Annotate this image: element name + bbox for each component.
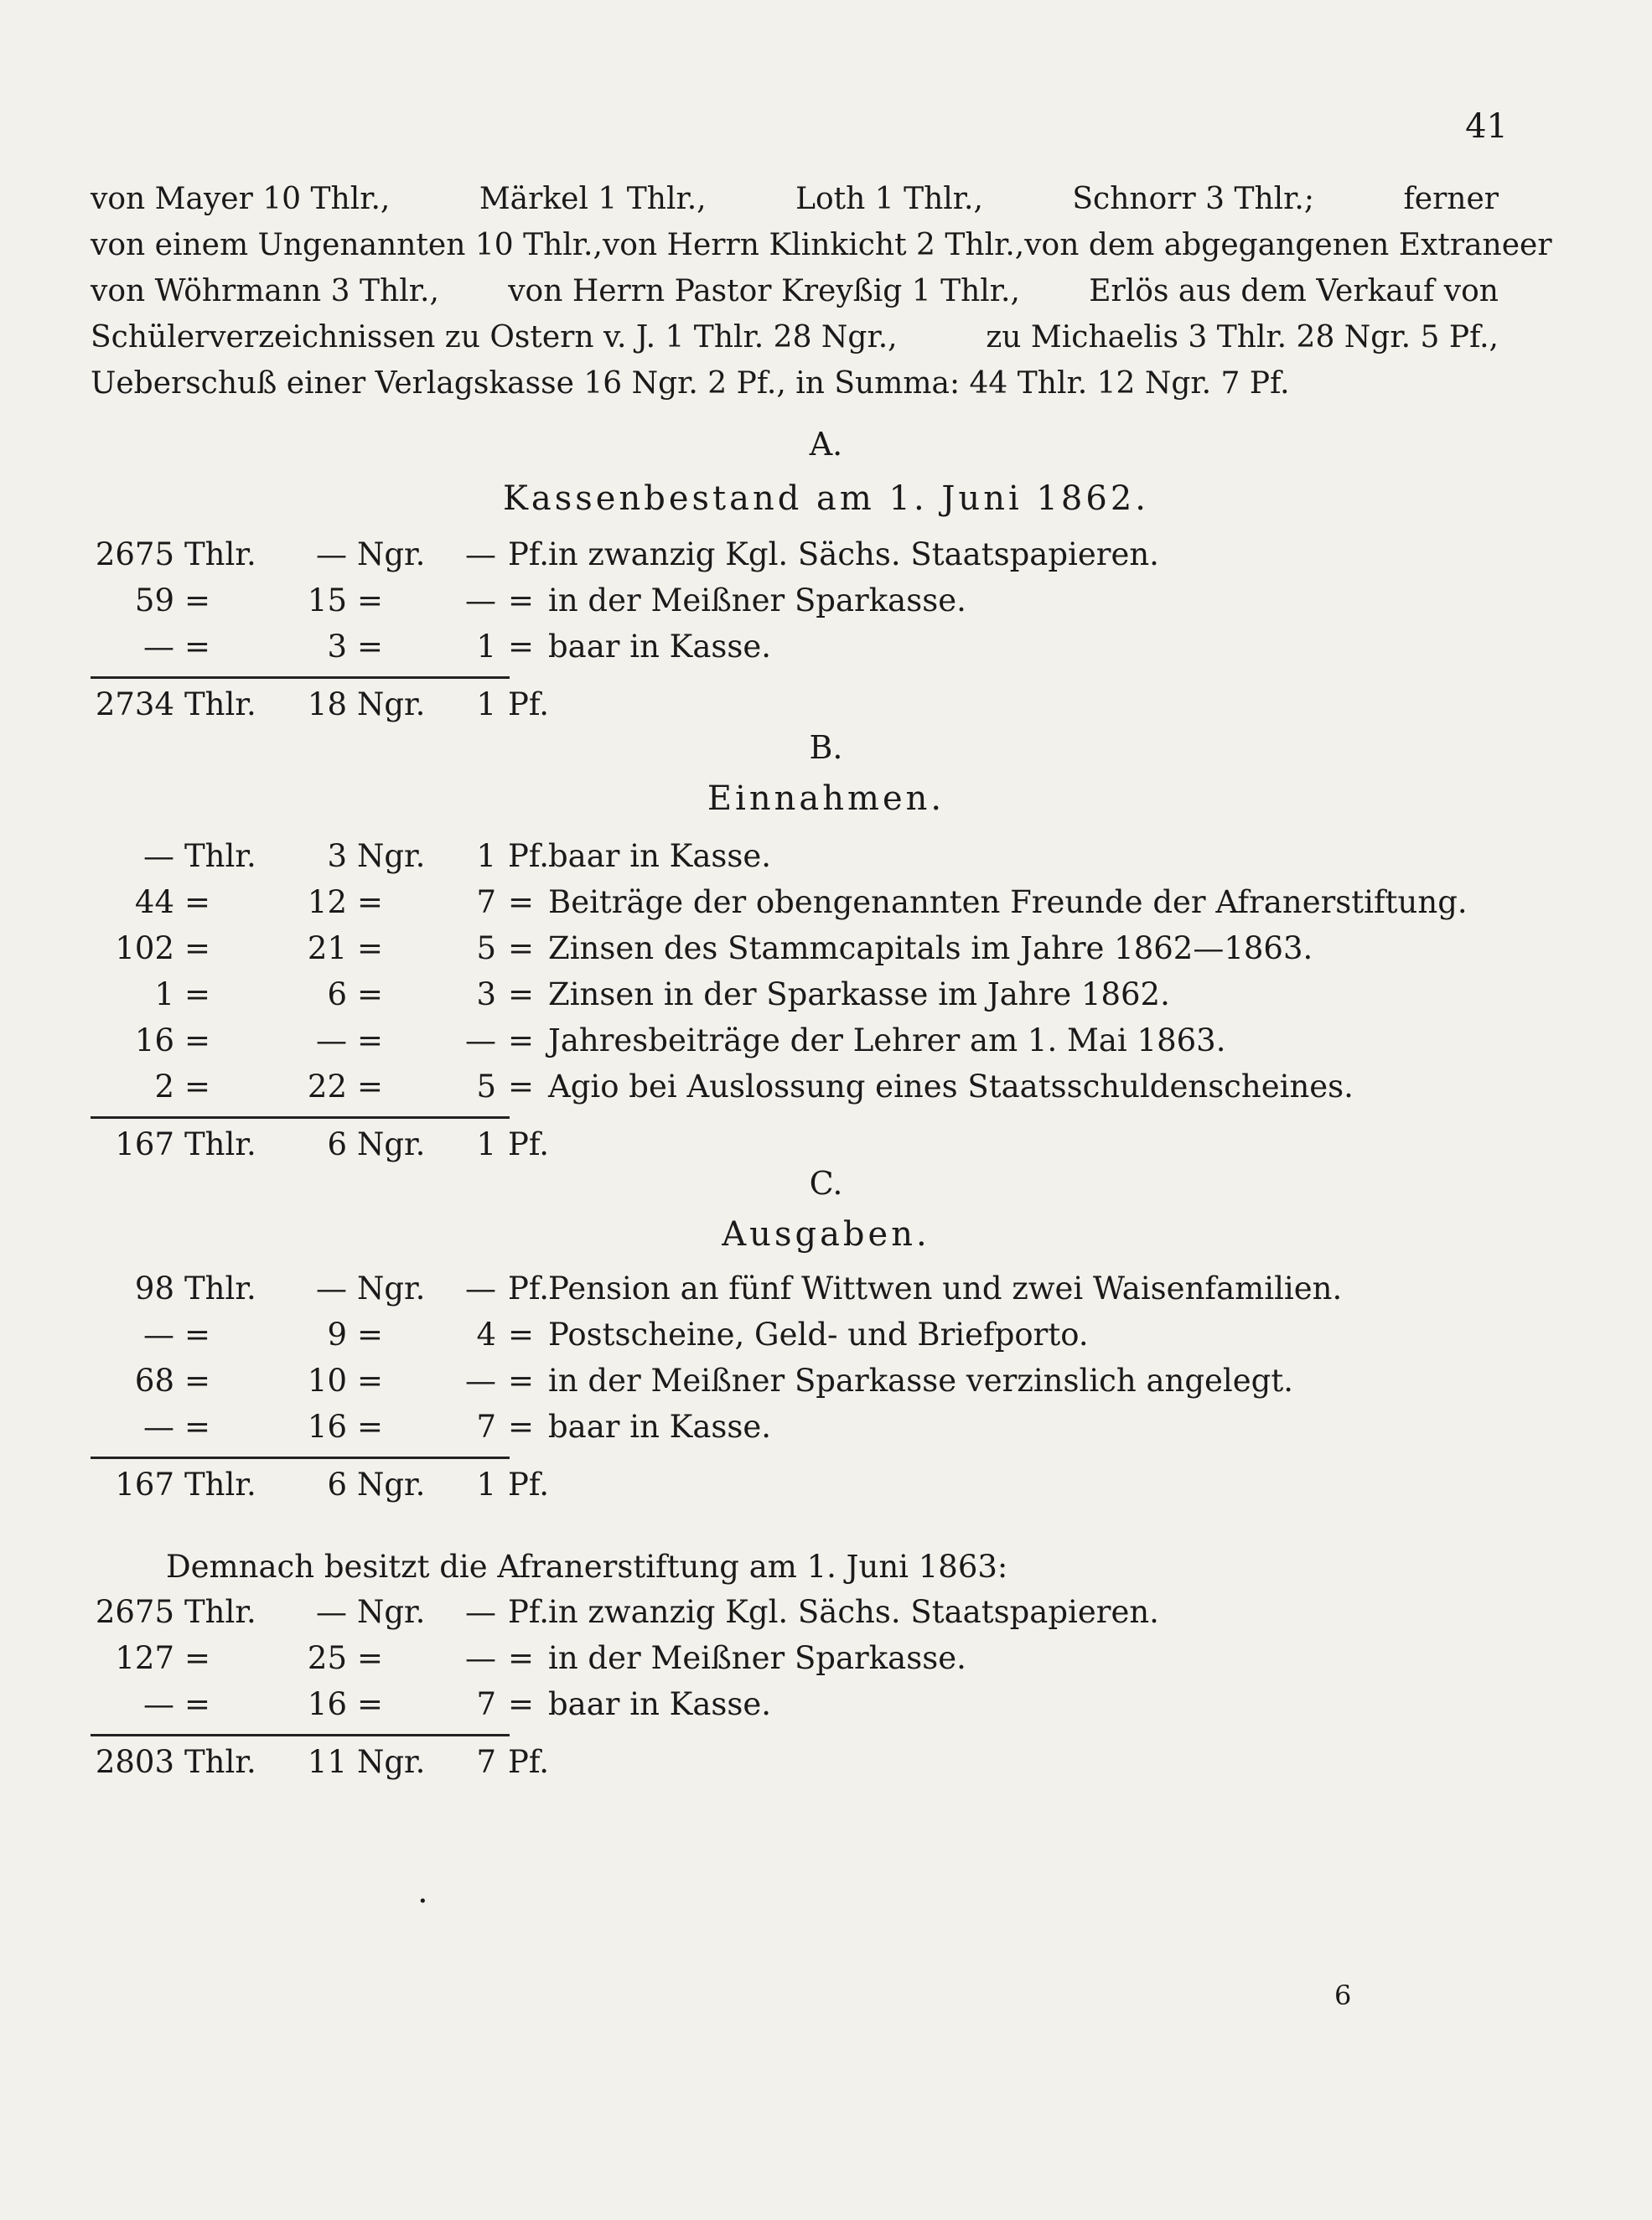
ledger-row xyxy=(91,629,1432,675)
cell-au: = xyxy=(184,582,211,618)
cell-cu: = xyxy=(508,976,535,1012)
cell-c: 1 xyxy=(476,686,496,722)
cell-a: 167 xyxy=(115,1126,174,1162)
cell-a: — xyxy=(143,1686,174,1722)
cell-b: 9 xyxy=(327,1317,347,1353)
cell-bu: Ngr. xyxy=(357,536,426,572)
intro-line xyxy=(91,360,1499,406)
cell-b: 3 xyxy=(327,838,347,874)
intro-line xyxy=(91,314,1499,360)
cell-bu: Ngr. xyxy=(357,686,426,722)
cell-cu: Pf. xyxy=(508,1467,550,1503)
cell-bu: = xyxy=(357,1022,384,1058)
ledger-row xyxy=(91,1270,1432,1317)
cell-bu: = xyxy=(357,582,384,618)
cell-cu: Pf. xyxy=(508,536,550,572)
intro-fragment: von Wöhrmann 3 Thlr., xyxy=(91,274,439,308)
cell-c: 1 xyxy=(476,838,496,874)
cell-au: Thlr. xyxy=(184,1744,256,1780)
cell-desc: in der Meißner Sparkasse verzinslich angelegt. xyxy=(548,1363,1293,1399)
cell-cu: Pf. xyxy=(508,1744,550,1780)
intro-fragment: von Herrn Klinkicht 2 Thlr., xyxy=(602,228,1025,262)
cell-au: Thlr. xyxy=(184,838,256,874)
cell-a: — xyxy=(143,629,174,665)
cell-bu: Ngr. xyxy=(357,1126,426,1162)
sum-rule xyxy=(91,1457,510,1459)
intro-line xyxy=(91,176,1499,222)
ledger-row xyxy=(91,1069,1432,1115)
cell-c: — xyxy=(465,582,496,618)
ledger-row xyxy=(91,1363,1432,1410)
cell-c: 5 xyxy=(476,1069,496,1105)
cell-b: 16 xyxy=(307,1409,347,1445)
cell-b: 11 xyxy=(307,1744,347,1780)
cell-desc: Postscheine, Geld- und Briefporto. xyxy=(548,1317,1089,1353)
holdings-intro: Demnach besitzt die Afranerstiftung am 1. Juni 1863: xyxy=(166,1549,1008,1585)
intro-fragment: von Herrn Pastor Kreyßig 1 Thlr., xyxy=(508,274,1020,308)
cell-desc: in zwanzig Kgl. Sächs. Staatspapieren. xyxy=(548,536,1159,572)
cell-b: 6 xyxy=(327,1126,347,1162)
cell-bu: Ngr. xyxy=(357,1270,426,1307)
cell-c: 7 xyxy=(476,884,496,920)
cell-cu: Pf. xyxy=(508,686,550,722)
cell-cu: Pf. xyxy=(508,1126,550,1162)
signature-mark: 6 xyxy=(1334,1979,1352,2011)
cell-bu: = xyxy=(357,884,384,920)
cell-b: 18 xyxy=(307,686,347,722)
ledger-row xyxy=(91,536,1432,583)
intro-fragment: Loth 1 Thlr., xyxy=(795,182,983,216)
cell-a: 68 xyxy=(134,1363,174,1399)
cell-c: 7 xyxy=(476,1744,496,1780)
cell-c: 1 xyxy=(476,1467,496,1503)
cell-au: = xyxy=(184,629,211,665)
cell-b: 6 xyxy=(327,1467,347,1503)
cell-bu: = xyxy=(357,1409,384,1445)
cell-b: — xyxy=(316,536,347,572)
cell-b: 10 xyxy=(307,1363,347,1399)
cell-cu: = xyxy=(508,582,535,618)
cell-c: 5 xyxy=(476,930,496,966)
cell-cu: = xyxy=(508,884,535,920)
sum-rule xyxy=(91,676,510,679)
intro-fragment: Schnorr 3 Thlr.; xyxy=(1072,182,1314,216)
cell-a: 44 xyxy=(134,884,174,920)
cell-c: 1 xyxy=(476,1126,496,1162)
cell-cu: = xyxy=(508,930,535,966)
intro-line xyxy=(91,222,1552,268)
cell-au: = xyxy=(184,884,211,920)
cell-au: = xyxy=(184,1409,211,1445)
cell-bu: Ngr. xyxy=(357,1467,426,1503)
cell-a: 127 xyxy=(115,1640,174,1676)
section-a-letter: A. xyxy=(809,426,843,463)
cell-a: 2675 xyxy=(95,536,174,572)
intro-line xyxy=(91,268,1499,314)
cell-c: 1 xyxy=(476,629,496,665)
cell-au: = xyxy=(184,1317,211,1353)
cell-desc: Zinsen in der Sparkasse im Jahre 1862. xyxy=(548,976,1170,1012)
sum-rule xyxy=(91,1116,510,1119)
ledger-row xyxy=(91,838,1432,885)
section-b-title: Einnahmen. xyxy=(707,779,945,818)
cell-cu: Pf. xyxy=(508,1594,550,1630)
cell-desc: Beiträge der obengenannten Freunde der Afranerstiftung. xyxy=(548,884,1468,920)
cell-bu: Ngr. xyxy=(357,838,426,874)
cell-au: = xyxy=(184,976,211,1012)
section-b-letter: B. xyxy=(809,729,843,766)
cell-bu: = xyxy=(357,1640,384,1676)
cell-cu: = xyxy=(508,1022,535,1058)
cell-desc: Pension an fünf Wittwen und zwei Waisenfamilien. xyxy=(548,1270,1343,1307)
section-c-letter: C. xyxy=(809,1165,843,1202)
cell-b: 16 xyxy=(307,1686,347,1722)
intro-fragment: Ueberschuß einer Verlagskasse 16 Ngr. 2 Pf., in Summa: 44 Thlr. 12 Ngr. 7 Pf. xyxy=(91,366,1290,401)
trailing-dot: · xyxy=(417,1882,428,1921)
cell-desc: baar in Kasse. xyxy=(548,838,772,874)
cell-bu: = xyxy=(357,1317,384,1353)
cell-c: — xyxy=(465,1270,496,1307)
cell-a: 59 xyxy=(134,582,174,618)
cell-b: 25 xyxy=(307,1640,347,1676)
cell-c: 3 xyxy=(476,976,496,1012)
cell-desc: Agio bei Auslossung eines Staatsschuldenscheines. xyxy=(548,1069,1354,1105)
cell-au: = xyxy=(184,1069,211,1105)
cell-a: 2675 xyxy=(95,1594,174,1630)
sum-rule xyxy=(91,1734,510,1736)
ledger-row xyxy=(91,582,1432,629)
intro-fragment: von Mayer 10 Thlr., xyxy=(91,182,391,216)
cell-au: Thlr. xyxy=(184,1594,256,1630)
cell-cu: = xyxy=(508,1640,535,1676)
cell-cu: = xyxy=(508,1317,535,1353)
ledger-row xyxy=(91,1594,1432,1641)
cell-bu: = xyxy=(357,1069,384,1105)
cell-bu: = xyxy=(357,976,384,1012)
cell-desc: baar in Kasse. xyxy=(548,1686,772,1722)
cell-au: Thlr. xyxy=(184,536,256,572)
intro-fragment: Schülerverzeichnissen zu Ostern v. J. 1 Thlr. 28 Ngr., xyxy=(91,320,898,354)
cell-bu: Ngr. xyxy=(357,1594,426,1630)
cell-cu: Pf. xyxy=(508,1270,550,1307)
cell-a: 2803 xyxy=(95,1744,174,1780)
ledger-row xyxy=(91,930,1432,977)
cell-b: 6 xyxy=(327,976,347,1012)
cell-c: 4 xyxy=(476,1317,496,1353)
cell-au: Thlr. xyxy=(184,686,256,722)
intro-fragment: ferner xyxy=(1403,182,1499,216)
cell-a: 102 xyxy=(115,930,174,966)
ledger-total-row xyxy=(91,1744,1432,1791)
cell-c: — xyxy=(465,1022,496,1058)
cell-a: 98 xyxy=(134,1270,174,1307)
cell-b: 15 xyxy=(307,582,347,618)
cell-bu: = xyxy=(357,1363,384,1399)
ledger-row xyxy=(91,884,1468,931)
cell-a: 2 xyxy=(154,1069,174,1105)
cell-c: — xyxy=(465,536,496,572)
intro-fragment: Märkel 1 Thlr., xyxy=(479,182,707,216)
cell-b: — xyxy=(316,1594,347,1630)
cell-c: — xyxy=(465,1640,496,1676)
cell-cu: = xyxy=(508,629,535,665)
cell-b: 22 xyxy=(307,1069,347,1105)
cell-bu: = xyxy=(357,1686,384,1722)
ledger-row xyxy=(91,1317,1432,1364)
ledger-row xyxy=(91,1022,1432,1069)
page-number: 41 xyxy=(1465,107,1508,146)
section-a-title: Kassenbestand am 1. Juni 1862. xyxy=(503,479,1149,518)
cell-c: — xyxy=(465,1363,496,1399)
cell-desc: Jahresbeiträge der Lehrer am 1. Mai 1863. xyxy=(548,1022,1226,1058)
ledger-total-row xyxy=(91,686,1432,733)
cell-au: Thlr. xyxy=(184,1467,256,1503)
cell-a: 1 xyxy=(154,976,174,1012)
cell-a: — xyxy=(143,1317,174,1353)
cell-a: 2734 xyxy=(95,686,174,722)
cell-a: 167 xyxy=(115,1467,174,1503)
intro-fragment: Erlös aus dem Verkauf von xyxy=(1089,274,1499,308)
cell-au: Thlr. xyxy=(184,1126,256,1162)
cell-au: Thlr. xyxy=(184,1270,256,1307)
cell-bu: Ngr. xyxy=(357,1744,426,1780)
cell-au: = xyxy=(184,1640,211,1676)
cell-desc: baar in Kasse. xyxy=(548,629,772,665)
cell-b: — xyxy=(316,1270,347,1307)
cell-c: 7 xyxy=(476,1409,496,1445)
cell-cu: = xyxy=(508,1069,535,1105)
section-c-title: Ausgaben. xyxy=(722,1215,930,1254)
ledger-total-row xyxy=(91,1467,1432,1514)
cell-bu: = xyxy=(357,930,384,966)
ledger-row xyxy=(91,1409,1432,1456)
cell-desc: Zinsen des Stammcapitals im Jahre 1862—1863. xyxy=(548,930,1313,966)
intro-fragment: von einem Ungenannten 10 Thlr., xyxy=(91,228,603,262)
cell-cu: = xyxy=(508,1409,535,1445)
cell-a: 16 xyxy=(134,1022,174,1058)
cell-au: = xyxy=(184,1686,211,1722)
cell-cu: Pf. xyxy=(508,838,550,874)
cell-b: 3 xyxy=(327,629,347,665)
ledger-row xyxy=(91,1640,1432,1687)
cell-au: = xyxy=(184,930,211,966)
cell-bu: = xyxy=(357,629,384,665)
cell-b: 21 xyxy=(307,930,347,966)
cell-desc: in zwanzig Kgl. Sächs. Staatspapieren. xyxy=(548,1594,1159,1630)
ledger-row xyxy=(91,1686,1432,1733)
cell-desc: in der Meißner Sparkasse. xyxy=(548,582,966,618)
cell-desc: baar in Kasse. xyxy=(548,1409,772,1445)
cell-b: 12 xyxy=(307,884,347,920)
intro-fragment: zu Michaelis 3 Thlr. 28 Ngr. 5 Pf., xyxy=(986,320,1499,354)
cell-au: = xyxy=(184,1363,211,1399)
cell-cu: = xyxy=(508,1686,535,1722)
cell-c: 7 xyxy=(476,1686,496,1722)
cell-b: — xyxy=(316,1022,347,1058)
cell-c: — xyxy=(465,1594,496,1630)
cell-a: — xyxy=(143,838,174,874)
intro-fragment: von dem abgegangenen Extraneer xyxy=(1024,228,1552,262)
ledger-row xyxy=(91,976,1432,1023)
cell-cu: = xyxy=(508,1363,535,1399)
cell-desc: in der Meißner Sparkasse. xyxy=(548,1640,966,1676)
intro-paragraph xyxy=(91,176,1552,406)
cell-a: — xyxy=(143,1409,174,1445)
cell-au: = xyxy=(184,1022,211,1058)
